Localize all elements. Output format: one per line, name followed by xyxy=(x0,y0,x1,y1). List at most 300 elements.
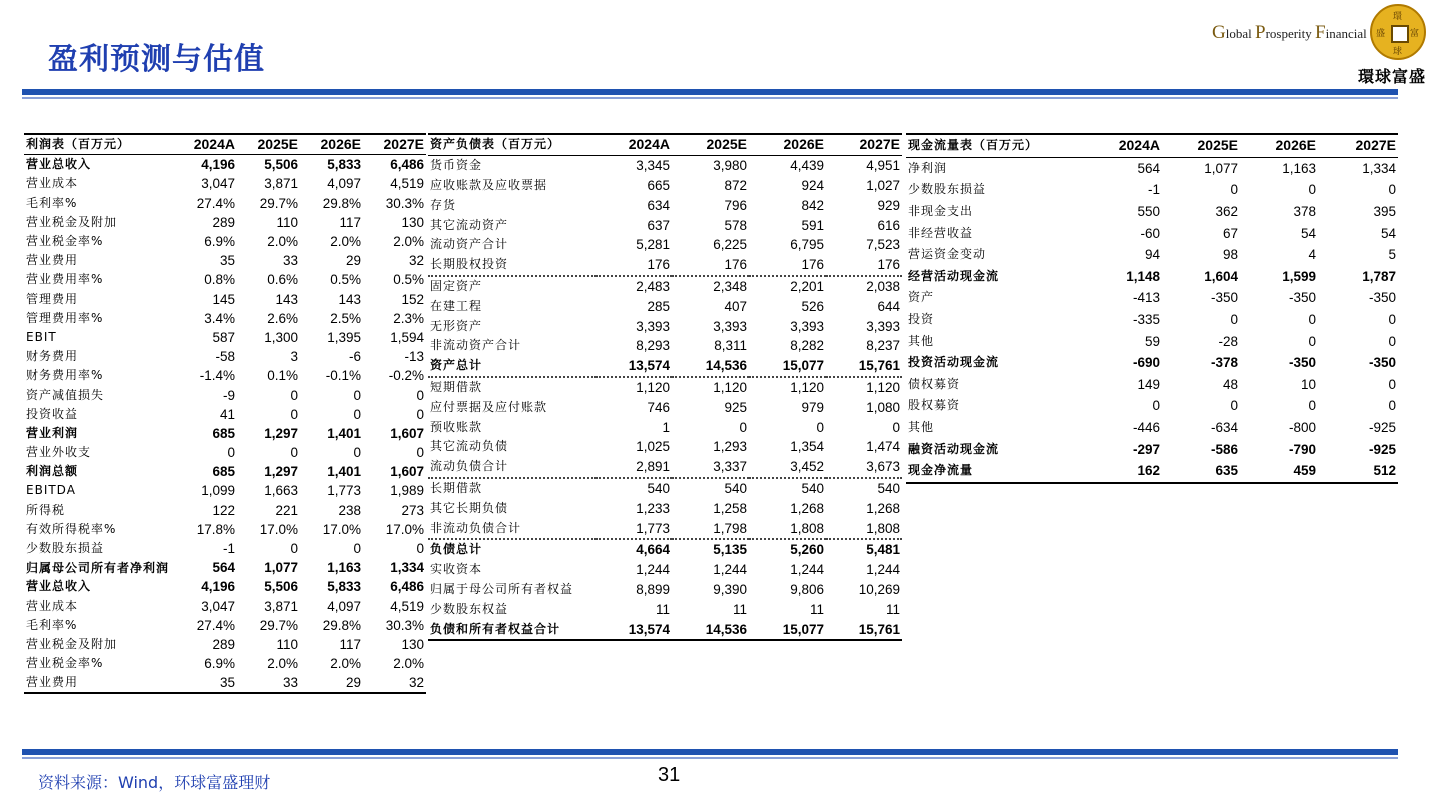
row-label: 在建工程 xyxy=(430,298,483,313)
row-value: 1,334 xyxy=(1362,160,1396,176)
row-label: 货币资金 xyxy=(430,158,483,173)
table-row xyxy=(24,424,426,443)
row-value: 1,297 xyxy=(264,425,298,441)
table-row xyxy=(24,577,426,596)
row-value: -1 xyxy=(1147,182,1160,198)
row-value: 0 xyxy=(1308,182,1316,198)
table-row xyxy=(906,201,1398,223)
row-value: 872 xyxy=(724,177,747,193)
row-value: 2.6% xyxy=(267,310,298,326)
table-row xyxy=(24,520,426,539)
table-row xyxy=(428,336,902,356)
table-row xyxy=(428,580,902,600)
row-value: 637 xyxy=(647,217,670,233)
row-value: 578 xyxy=(724,217,747,233)
row-value: 407 xyxy=(724,298,747,314)
row-label: 流动资产合计 xyxy=(430,237,509,252)
row-label: 长期股权投资 xyxy=(428,255,596,276)
row-value: 6,486 xyxy=(390,157,424,173)
row-value: 41 xyxy=(219,406,235,422)
row-value: 1,808 xyxy=(826,518,902,539)
row-value: 0 xyxy=(1230,312,1238,328)
row-value: 924 xyxy=(801,177,824,193)
table-row xyxy=(24,366,426,385)
row-value: 30.3% xyxy=(385,617,424,633)
table-row xyxy=(428,478,902,499)
row-label: 投资收益 xyxy=(26,406,79,421)
table-row xyxy=(24,347,426,366)
row-value: -9 xyxy=(222,387,235,403)
table-row xyxy=(428,377,902,398)
row-value: 2.3% xyxy=(393,310,424,326)
row-value: 5,833 xyxy=(327,579,361,595)
row-value: 32 xyxy=(408,253,424,269)
row-value: 550 xyxy=(1137,204,1160,220)
row-value: 1,808 xyxy=(749,518,826,539)
row-value: 5,260 xyxy=(790,542,824,558)
row-value: 0.6% xyxy=(267,272,298,288)
table-row xyxy=(906,287,1398,309)
row-value: 1,798 xyxy=(672,518,749,539)
row-label: 预收账款 xyxy=(430,419,483,434)
table-row xyxy=(24,232,426,251)
header-divider-thin xyxy=(22,97,1398,99)
row-value: 979 xyxy=(801,399,824,415)
table-row xyxy=(906,266,1398,288)
row-value: 0 xyxy=(353,406,361,422)
row-value: 29 xyxy=(300,673,363,693)
table-row xyxy=(428,276,902,297)
footer-divider xyxy=(22,749,1398,755)
row-value: 143 xyxy=(275,291,298,307)
row-value: 1,604 xyxy=(1204,268,1238,284)
row-value: 3,337 xyxy=(672,457,749,478)
row-value: 929 xyxy=(877,197,900,213)
header-year: 2024A xyxy=(596,134,672,155)
table-row xyxy=(428,255,902,276)
row-value: 746 xyxy=(647,399,670,415)
row-value: 0 xyxy=(1308,333,1316,349)
row-value: 14,536 xyxy=(672,356,749,377)
row-value: 0 xyxy=(892,419,900,435)
row-value: 2.0% xyxy=(330,656,361,672)
row-value: 685 xyxy=(212,425,235,441)
row-value: 0 xyxy=(739,419,747,435)
row-value: 526 xyxy=(801,298,824,314)
row-value: 2.0% xyxy=(393,656,424,672)
row-value: 3,871 xyxy=(264,176,298,192)
row-value: 5,135 xyxy=(713,542,747,558)
row-label: 有效所得税率% xyxy=(26,521,117,536)
row-label: 长期借款 xyxy=(430,480,483,495)
row-label: 应付票据及应付账款 xyxy=(430,399,548,414)
row-value: 98 xyxy=(1222,247,1238,263)
row-label: 融资活动现金流 xyxy=(908,441,1000,456)
row-value: 162 xyxy=(1084,460,1162,483)
row-value: 17.0% xyxy=(322,521,361,537)
row-value: 8,282 xyxy=(790,338,824,354)
table-row xyxy=(24,539,426,558)
row-value: -0.2% xyxy=(388,368,424,384)
table-row xyxy=(906,352,1398,374)
row-value: 4,519 xyxy=(390,176,424,192)
header-year: 2024A xyxy=(174,134,237,155)
row-value: 0 xyxy=(1388,182,1396,198)
header-year: 2025E xyxy=(672,134,749,155)
row-label: 利润总额 xyxy=(26,464,79,479)
row-value: 0 xyxy=(353,541,361,557)
row-label: 营业费用率% xyxy=(26,272,104,287)
row-value: 0 xyxy=(290,387,298,403)
table-row xyxy=(24,501,426,520)
row-value: 10,269 xyxy=(858,581,900,597)
row-value: 4,519 xyxy=(390,598,424,614)
row-value: 29 xyxy=(345,253,361,269)
row-value: 564 xyxy=(212,560,235,576)
row-value: 3,393 xyxy=(790,318,824,334)
row-value: 2,483 xyxy=(636,278,670,294)
row-value: 2.0% xyxy=(267,656,298,672)
row-value: 29.8% xyxy=(322,195,361,211)
row-value: 0.5% xyxy=(393,272,424,288)
row-value: 1,663 xyxy=(264,483,298,499)
row-label: 营业总收入 xyxy=(26,157,92,172)
row-value: 1,334 xyxy=(390,560,424,576)
row-value: 4,196 xyxy=(201,579,235,595)
row-value: 4,664 xyxy=(636,542,670,558)
table-row xyxy=(24,290,426,309)
row-label: 归属母公司所有者净利润 xyxy=(26,560,170,575)
row-value: -297 xyxy=(1132,441,1160,457)
row-value: 238 xyxy=(338,502,361,518)
row-value: 540 xyxy=(724,480,747,496)
row-value: 176 xyxy=(596,255,672,276)
row-value: 29.7% xyxy=(259,617,298,633)
row-value: 5,506 xyxy=(264,579,298,595)
row-label: 短期借款 xyxy=(430,379,483,394)
table-row xyxy=(906,417,1398,439)
row-value: -413 xyxy=(1132,290,1160,306)
table-header xyxy=(428,134,902,155)
row-value: 6,795 xyxy=(790,237,824,253)
row-value: 564 xyxy=(1137,160,1160,176)
row-value: 0 xyxy=(1230,398,1238,414)
row-value: 1,474 xyxy=(866,439,900,455)
row-value: 4 xyxy=(1308,247,1316,263)
row-label: 管理费用率% xyxy=(26,310,104,325)
row-label: 非流动负债合计 xyxy=(428,518,596,539)
row-value: 0 xyxy=(1230,182,1238,198)
row-value: 35 xyxy=(219,253,235,269)
row-value: 378 xyxy=(1293,204,1316,220)
row-value: 1,297 xyxy=(264,464,298,480)
row-value: -378 xyxy=(1210,355,1238,371)
table-row xyxy=(24,270,426,289)
row-value: 35 xyxy=(174,673,237,693)
row-label: 毛利率% xyxy=(26,617,78,632)
row-value: 6.9% xyxy=(204,656,235,672)
table-row xyxy=(24,405,426,424)
row-label: 负债和所有者权益合计 xyxy=(428,619,596,640)
header-year: 2024A xyxy=(1084,134,1162,157)
header-year: 2027E xyxy=(826,134,902,155)
row-value: 362 xyxy=(1215,204,1238,220)
row-value: 1,401 xyxy=(327,425,361,441)
row-value: 4,439 xyxy=(790,158,824,174)
row-value: 0 xyxy=(353,387,361,403)
row-value: 11 xyxy=(809,601,824,617)
row-value: 289 xyxy=(212,636,235,652)
table-row xyxy=(24,194,426,213)
page-number: 31 xyxy=(658,764,681,786)
row-value: 1,599 xyxy=(1282,268,1316,284)
row-value: 285 xyxy=(647,298,670,314)
row-value: 3,393 xyxy=(866,318,900,334)
row-label: 其它长期负债 xyxy=(430,500,509,515)
row-label: 资产减值损失 xyxy=(26,387,105,402)
row-label: 资产 xyxy=(908,290,935,305)
row-value: 1,120 xyxy=(713,379,747,395)
row-value: 2,348 xyxy=(713,278,747,294)
table-row xyxy=(24,616,426,635)
row-value: 152 xyxy=(401,291,424,307)
table-row xyxy=(24,213,426,232)
row-value: 289 xyxy=(212,214,235,230)
row-value: 29.8% xyxy=(322,617,361,633)
row-label: 少数股东损益 xyxy=(908,182,987,197)
row-value: 7,523 xyxy=(866,237,900,253)
row-value: 665 xyxy=(647,177,670,193)
coin-seal-icon: 環 富 盛 球 xyxy=(1370,4,1426,60)
row-value: 273 xyxy=(401,502,424,518)
row-value: 1,773 xyxy=(596,518,672,539)
row-label: 营运资金变动 xyxy=(908,247,987,262)
row-value: 176 xyxy=(826,255,902,276)
table-row xyxy=(24,481,426,500)
row-value: 6,225 xyxy=(713,237,747,253)
row-value: 0 xyxy=(416,445,424,461)
header-year: 2025E xyxy=(237,134,300,155)
row-label: 营业费用 xyxy=(24,673,174,693)
page-title: 盈利预测与估值 xyxy=(48,42,265,77)
row-value: -13 xyxy=(404,349,424,365)
row-value: 2,038 xyxy=(866,278,900,294)
header-label: 资产负债表（百万元） xyxy=(428,134,596,155)
row-value: -925 xyxy=(1368,441,1396,457)
row-value: 10 xyxy=(1300,376,1316,392)
row-value: 1,120 xyxy=(790,379,824,395)
table-row xyxy=(906,157,1398,179)
row-value: 8,293 xyxy=(636,338,670,354)
row-value: 176 xyxy=(749,255,826,276)
row-value: -58 xyxy=(215,349,235,365)
table-row xyxy=(428,498,902,518)
row-value: 512 xyxy=(1318,460,1398,483)
row-value: 1,354 xyxy=(790,439,824,455)
row-label: 营业成本 xyxy=(26,598,79,613)
row-value: -634 xyxy=(1210,420,1238,436)
row-value: 33 xyxy=(282,253,298,269)
row-value: 1,148 xyxy=(1126,268,1160,284)
row-value: 1,233 xyxy=(636,500,670,516)
table-row xyxy=(428,235,902,255)
row-value: -586 xyxy=(1210,441,1238,457)
row-value: 1,268 xyxy=(790,500,824,516)
row-value: -350 xyxy=(1368,290,1396,306)
row-value: 1,293 xyxy=(713,439,747,455)
row-value: 1,163 xyxy=(327,560,361,576)
row-label: 资产总计 xyxy=(428,356,596,377)
row-value: 1,244 xyxy=(866,562,900,578)
header-year: 2025E xyxy=(1162,134,1240,157)
row-label: 少数股东权益 xyxy=(430,601,509,616)
row-value: 2,891 xyxy=(596,457,672,478)
row-value: 842 xyxy=(801,197,824,213)
row-value: -60 xyxy=(1140,225,1160,241)
row-value: 1,594 xyxy=(390,329,424,345)
row-label: 股权募资 xyxy=(908,398,961,413)
row-value: 1,787 xyxy=(1362,268,1396,284)
row-value: 11 xyxy=(885,601,900,617)
row-value: 15,077 xyxy=(749,356,826,377)
row-value: 1,025 xyxy=(636,439,670,455)
row-value: 591 xyxy=(801,217,824,233)
row-value: -350 xyxy=(1368,355,1396,371)
income-statement-table xyxy=(24,133,426,694)
row-value: 143 xyxy=(338,291,361,307)
table-row xyxy=(428,356,902,377)
row-label: 净利润 xyxy=(908,160,948,175)
row-value: 1,607 xyxy=(390,464,424,480)
row-label: 其它流动资产 xyxy=(430,217,509,232)
row-value: 54 xyxy=(1380,225,1396,241)
row-label: EBIT xyxy=(26,329,57,344)
row-value: 1,773 xyxy=(327,483,361,499)
table-row xyxy=(24,673,426,693)
table-row xyxy=(24,558,426,577)
row-value: 1,244 xyxy=(713,562,747,578)
cashflow-statement-table xyxy=(906,133,1398,484)
row-value: 0 xyxy=(816,419,824,435)
header-year: 2027E xyxy=(1318,134,1398,157)
row-value: 395 xyxy=(1373,204,1396,220)
row-value: 110 xyxy=(276,214,298,230)
row-value: 3,673 xyxy=(826,457,902,478)
row-label: 归属于母公司所有者权益 xyxy=(430,582,574,597)
row-value: 0 xyxy=(416,387,424,403)
row-value: -350 xyxy=(1210,290,1238,306)
table-row xyxy=(428,599,902,619)
row-value: 1,120 xyxy=(866,379,900,395)
row-label: 营业税金及附加 xyxy=(26,636,118,651)
row-value: 130 xyxy=(401,214,424,230)
row-value: 32 xyxy=(363,673,426,693)
row-value: -335 xyxy=(1132,312,1160,328)
row-value: 2,201 xyxy=(790,278,824,294)
table-row xyxy=(24,597,426,616)
row-value: 2.0% xyxy=(393,234,424,250)
row-value: 54 xyxy=(1300,225,1316,241)
row-label: 非流动资产合计 xyxy=(430,338,522,353)
row-value: 1,244 xyxy=(790,562,824,578)
row-value: -6 xyxy=(348,349,361,365)
row-value: 13,574 xyxy=(596,356,672,377)
row-value: 1,027 xyxy=(866,177,900,193)
row-value: 0 xyxy=(1308,398,1316,414)
row-label: 应收账款及应收票据 xyxy=(430,177,548,192)
row-value: 3,871 xyxy=(264,598,298,614)
row-label: 其它流动负债 xyxy=(430,439,509,454)
row-value: -446 xyxy=(1132,420,1160,436)
row-label: 实收资本 xyxy=(430,562,483,577)
table-row xyxy=(906,438,1398,460)
table-row xyxy=(906,460,1398,483)
row-value: 13,574 xyxy=(596,619,672,640)
row-value: 8,237 xyxy=(866,338,900,354)
row-value: 3,047 xyxy=(201,176,235,192)
table-row xyxy=(906,330,1398,352)
table-row xyxy=(24,385,426,404)
row-label: 所得税 xyxy=(26,502,66,517)
row-value: 110 xyxy=(276,636,298,652)
row-value: 616 xyxy=(877,217,900,233)
row-value: 5,506 xyxy=(264,157,298,173)
row-value: 540 xyxy=(647,480,670,496)
row-value: 1,401 xyxy=(327,464,361,480)
row-value: 5,833 xyxy=(327,157,361,173)
row-label: 负债总计 xyxy=(430,542,483,557)
row-value: 8,311 xyxy=(714,338,747,354)
row-value: 0.1% xyxy=(267,368,298,384)
row-value: 4,097 xyxy=(327,176,361,192)
row-label: 营业税金率% xyxy=(26,234,104,249)
row-value: 9,806 xyxy=(790,581,824,597)
row-label: 营业利润 xyxy=(26,425,79,440)
row-value: 1,163 xyxy=(1282,160,1316,176)
row-value: 685 xyxy=(212,464,235,480)
row-value: 0 xyxy=(290,406,298,422)
row-value: 459 xyxy=(1240,460,1318,483)
header-year: 2026E xyxy=(300,134,363,155)
table-row xyxy=(428,539,902,560)
row-label: 无形资产 xyxy=(430,318,483,333)
row-value: 117 xyxy=(339,636,361,652)
row-value: 1,607 xyxy=(390,425,424,441)
table-row xyxy=(24,174,426,193)
row-value: 3,393 xyxy=(636,318,670,334)
row-value: 29.7% xyxy=(259,195,298,211)
row-value: 48 xyxy=(1222,376,1238,392)
row-value: 1,099 xyxy=(201,483,235,499)
row-label: 其他 xyxy=(908,333,935,348)
row-value: 540 xyxy=(801,480,824,496)
row-value: 149 xyxy=(1137,376,1160,392)
table-row xyxy=(906,244,1398,266)
row-label: 其他 xyxy=(908,420,935,435)
header-year: 2026E xyxy=(1240,134,1318,157)
table-row xyxy=(24,251,426,270)
row-label: 现金净流量 xyxy=(906,460,1084,483)
row-value: 0 xyxy=(290,445,298,461)
row-value: -925 xyxy=(1368,420,1396,436)
row-value: 221 xyxy=(275,502,298,518)
row-value: 17.0% xyxy=(385,521,424,537)
row-value: 540 xyxy=(877,480,900,496)
row-value: 1,120 xyxy=(636,379,670,395)
row-value: 0 xyxy=(1152,398,1160,414)
header-divider xyxy=(22,89,1398,95)
table-row xyxy=(24,443,426,462)
